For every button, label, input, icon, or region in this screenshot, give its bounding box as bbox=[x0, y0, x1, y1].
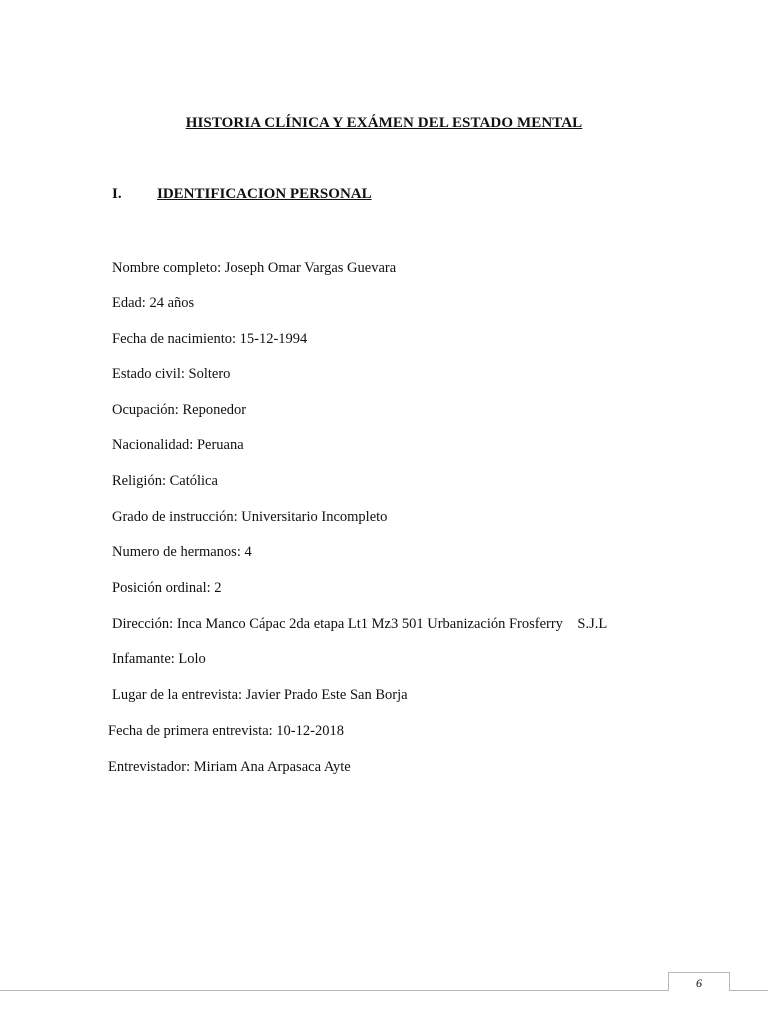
page-number: 6 bbox=[668, 972, 730, 991]
section-title: IDENTIFICACION PERSONAL bbox=[157, 186, 372, 202]
field-grado-instruccion: Grado de instrucción: Universitario Incompleto bbox=[112, 509, 388, 525]
section-number: I. bbox=[112, 186, 122, 202]
field-estado-civil: Estado civil: Soltero bbox=[112, 366, 231, 382]
field-edad: Edad: 24 años bbox=[112, 295, 195, 311]
footer-divider bbox=[0, 990, 768, 991]
document-title: HISTORIA CLÍNICA Y EXÁMEN DEL ESTADO MENTAL bbox=[185, 115, 583, 131]
field-entrevistador: Entrevistador: Miriam Ana Arpasaca Ayte bbox=[108, 759, 351, 775]
field-nacionalidad: Nacionalidad: Peruana bbox=[112, 437, 244, 453]
field-posicion-ordinal: Posición ordinal: 2 bbox=[112, 580, 222, 596]
section-heading bbox=[112, 186, 372, 203]
field-numero-hermanos: Numero de hermanos: 4 bbox=[112, 544, 252, 560]
field-lugar-entrevista: Lugar de la entrevista: Javier Prado Este San Borja bbox=[112, 687, 408, 703]
field-ocupacion: Ocupación: Reponedor bbox=[112, 402, 247, 418]
field-fecha-nacimiento: Fecha de nacimiento: 15-12-1994 bbox=[112, 331, 308, 347]
field-direccion: Dirección: Inca Manco Cápac 2da etapa Lt1 Mz3 501 Urbanización Frosferry S.J.L bbox=[112, 616, 608, 632]
field-religion: Religión: Católica bbox=[112, 473, 218, 489]
field-infamante: Infamante: Lolo bbox=[112, 651, 206, 667]
field-nombre-completo: Nombre completo: Joseph Omar Vargas Guevara bbox=[112, 260, 397, 276]
field-fecha-primera-entrevista: Fecha de primera entrevista: 10-12-2018 bbox=[108, 723, 344, 739]
